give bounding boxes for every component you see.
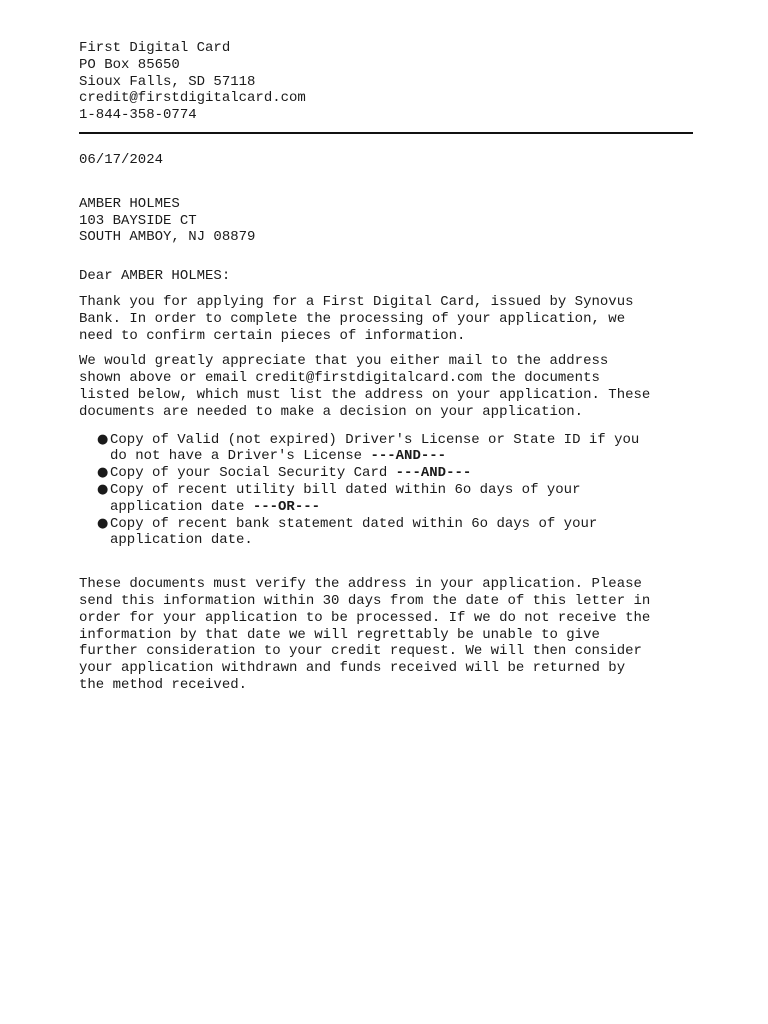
sender-name: First Digital Card bbox=[79, 40, 231, 56]
sender-email: credit@firstdigitalcard.com bbox=[79, 90, 306, 107]
paragraph-line: further consideration to your credit request. We will then consider bbox=[79, 643, 642, 660]
header-divider bbox=[79, 132, 693, 134]
list-item-text: Copy of recent bank statement dated within 6o days of your bbox=[110, 515, 598, 532]
paragraph-intro bbox=[79, 294, 693, 344]
paragraph-line: need to confirm certain pieces of information. bbox=[79, 327, 466, 344]
list-item-text: application date bbox=[110, 498, 253, 515]
required-documents-list bbox=[79, 432, 693, 550]
paragraph-line: Bank. In order to complete the processing of your application, we bbox=[79, 310, 626, 327]
paragraph-line: Thank you for applying for a First Digital Card, issued by Synovus bbox=[79, 293, 634, 310]
list-item-text: Copy of Valid (not expired) Driver's License or State ID if you bbox=[110, 431, 640, 448]
paragraph-line: documents are needed to make a decision on your application. bbox=[79, 403, 584, 420]
bullet-icon: ● bbox=[97, 515, 109, 531]
paragraph-line: We would greatly appreciate that you either mail to the address bbox=[79, 353, 609, 370]
sender-phone: 1-844-358-0774 bbox=[79, 107, 197, 124]
paragraph-line: shown above or email credit@firstdigitalcard.com the documents bbox=[79, 370, 600, 387]
list-item-text: Copy of recent utility bill dated within 6o days of your bbox=[110, 481, 581, 498]
letter-page bbox=[79, 40, 693, 694]
list-item bbox=[97, 516, 693, 550]
list-item-text: do not have a Driver's License bbox=[110, 448, 371, 465]
recipient-street: 103 BAYSIDE CT bbox=[79, 212, 197, 229]
paragraph-line: listed below, which must list the address on your application. These bbox=[79, 386, 651, 403]
recipient-name: AMBER HOLMES bbox=[79, 195, 180, 212]
paragraph-line: your application withdrawn and funds received will be returned by bbox=[79, 660, 626, 677]
paragraph-line: information by that date we will regrettably be unable to give bbox=[79, 626, 600, 643]
conjunction-label: ---AND--- bbox=[370, 448, 447, 465]
recipient-address bbox=[79, 196, 693, 246]
paragraph-line: These documents must verify the address in your application. Please bbox=[79, 576, 642, 593]
bullet-icon: ● bbox=[97, 431, 109, 447]
letter-date: 06/17/2024 bbox=[79, 151, 164, 168]
paragraph-line: order for your application to be processed. If we do not receive the bbox=[79, 609, 651, 626]
list-item bbox=[97, 432, 693, 466]
sender-city-line: Sioux Falls, SD 57118 bbox=[79, 73, 256, 90]
list-item bbox=[97, 482, 693, 516]
sender-letterhead bbox=[79, 40, 693, 124]
paragraph-line: the method received. bbox=[79, 676, 248, 693]
conjunction-label: ---AND--- bbox=[395, 465, 472, 482]
bullet-icon: ● bbox=[97, 481, 109, 497]
paragraph-request bbox=[79, 353, 693, 420]
list-item-text: application date. bbox=[110, 532, 253, 549]
salutation: Dear AMBER HOLMES: bbox=[79, 268, 231, 285]
paragraph-deadline bbox=[79, 576, 693, 694]
list-item bbox=[97, 465, 693, 482]
bullet-icon: ● bbox=[97, 465, 109, 481]
letter-date-block bbox=[79, 152, 693, 169]
paragraph-line: send this information within 30 days from the date of this letter in bbox=[79, 592, 651, 609]
sender-po-box: PO Box 85650 bbox=[79, 56, 180, 73]
conjunction-label: ---OR--- bbox=[252, 498, 321, 515]
list-item-text: Copy of your Social Security Card bbox=[110, 465, 396, 482]
salutation-block bbox=[79, 268, 693, 285]
recipient-city-line: SOUTH AMBOY, NJ 08879 bbox=[79, 229, 256, 246]
